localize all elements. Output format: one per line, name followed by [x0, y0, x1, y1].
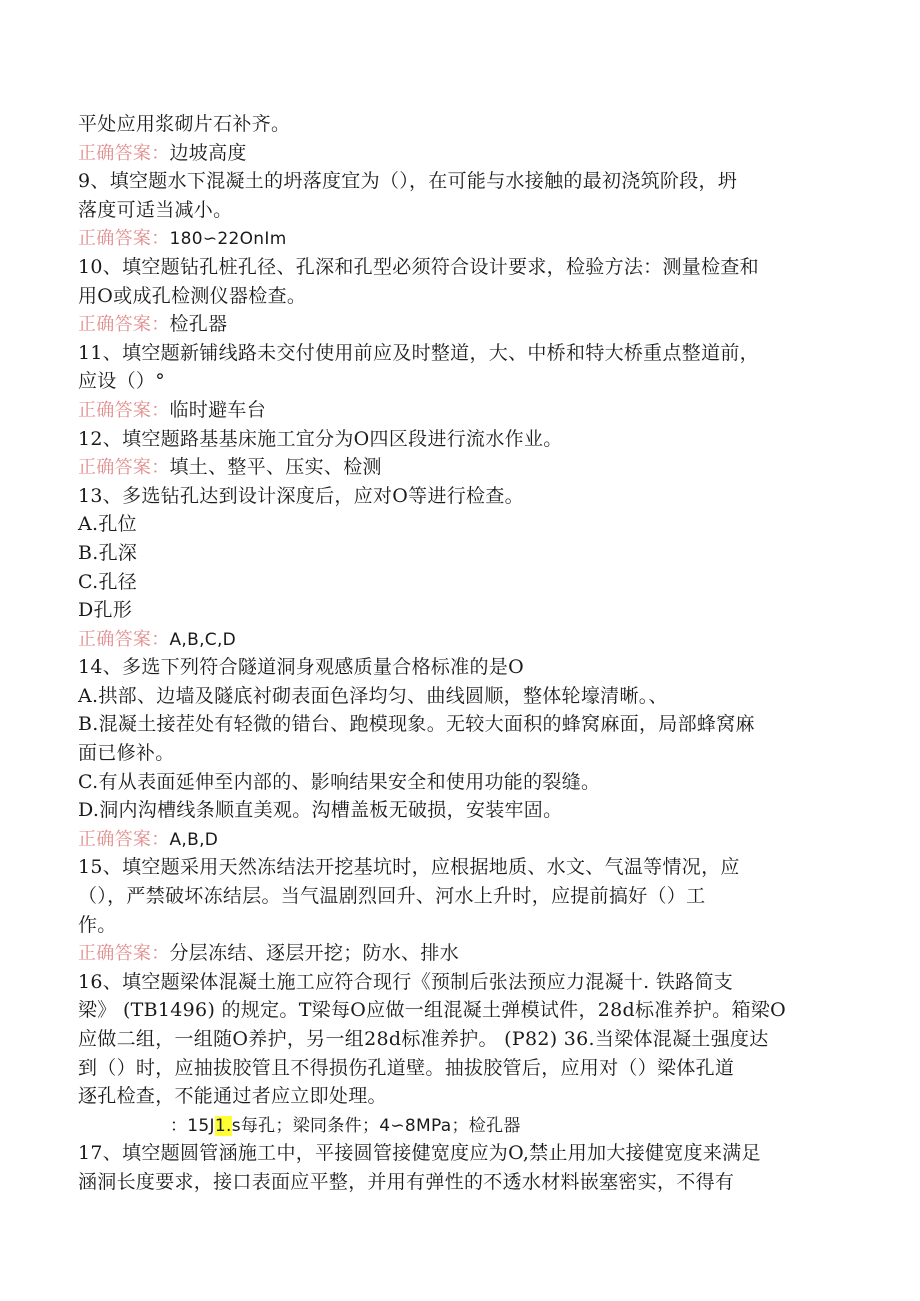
- answer-10: [78, 310, 848, 339]
- answer-label: 正确答案：: [78, 828, 170, 850]
- answer-label: 正确答案：: [78, 142, 170, 164]
- option-13-c: C.孔径: [78, 570, 138, 593]
- option-14-b-line-2: 面已修补。: [78, 742, 175, 765]
- question-15-line-3: 作。: [78, 913, 117, 936]
- answer-label: 正确答案：: [78, 457, 170, 479]
- option-13-b: B.孔深: [78, 541, 138, 564]
- answer-12: [78, 453, 848, 482]
- question-12-line-1: 12、填空题路基基床施工宜分为O四区段进行流水作业。: [78, 427, 563, 450]
- answer-11: [78, 396, 848, 425]
- answer-16-rest: s每孔；梁同条件；4∽8MPa；检孔器: [231, 1115, 521, 1136]
- answer-16-prefix: ：15J: [170, 1115, 215, 1136]
- answer-label: 正确答案：: [78, 399, 170, 421]
- answer-16-highlight: 1.: [214, 1115, 232, 1136]
- answer-value: 边坡高度: [169, 141, 247, 164]
- answer-label: 正确答案：: [78, 314, 170, 336]
- option-14-d: D.洞内沟槽线条顺直美观。沟槽盖板无破损，安装牢固。: [78, 799, 563, 822]
- answer-value: A,B,C,D: [169, 629, 237, 650]
- question-16-line-2: 梁》 (TB1496) 的规定。T梁每O应做一组混凝土弹模试件，28d标准养护。箱梁O: [78, 999, 786, 1022]
- answer-value: 临时避车台: [169, 398, 267, 421]
- answer-13: [78, 625, 848, 654]
- answer-value: 检孔器: [169, 313, 228, 336]
- answer-value: 180∽22OnIm: [169, 229, 287, 250]
- document-page: [78, 110, 848, 1197]
- answer-value: 分层冻结、逐层开挖；防水、排水: [169, 942, 460, 965]
- question-16-line-1: 16、填空题梁体混凝土施工应符合现行《预制后张法预应力混凝十. 铁路简支: [78, 970, 734, 993]
- question-11-line-1: 11、填空题新铺线路未交付使用前应及时整道，大、中桥和特大桥重点整道前，: [78, 341, 759, 364]
- question-17-line-2: 涵洞长度要求，接口表面应平整，并用有弹性的不透水材料嵌塞密实，不得有: [78, 1170, 735, 1193]
- answer-label: 正确答案：: [78, 228, 170, 250]
- question-15-line-1: 15、填空题采用天然冻结法开挖基坑时，应根据地质、水文、气温等情况，应: [78, 856, 740, 879]
- option-13-d: D孔形: [78, 599, 133, 622]
- question-15-line-2: （），严禁破坏冻结层。当气温剧烈回升、河水上升时，应提前搞好（）工: [78, 885, 706, 908]
- question-9-line-1: 9、填空题水下混凝土的坍落度宜为（），在可能与水接触的最初浇筑阶段，坍: [78, 170, 738, 193]
- question-17-line-1: 17、填空题圆管涵施工中，平接圆管接健宽度应为O,禁止用加大接健宽度来满足: [78, 1142, 761, 1165]
- answer-9: [78, 224, 848, 253]
- option-14-b-line-1: B.混凝土接茬处有轻微的错台、跑模现象。无较大面积的蜂窝麻面，局部蜂窝麻: [78, 713, 755, 736]
- question-13-line-1: 13、多选钻孔达到设计深度后，应对O等进行检查。: [78, 484, 524, 507]
- answer-14: [78, 825, 848, 854]
- answer-label: 正确答案：: [78, 628, 170, 650]
- question-16-line-5: 逐孔检查，不能通过者应立即处理。: [78, 1085, 387, 1108]
- question-11-line-2: 应设（）°: [78, 370, 166, 393]
- answer-16: [78, 1111, 848, 1140]
- answer-value: A,B,D: [169, 829, 219, 850]
- question-10-line-2: 用O或成孔检测仪器检查。: [78, 284, 307, 307]
- answer-value: 填土、整平、压实、检测: [169, 456, 382, 479]
- option-14-a: A.拱部、边墙及隧底衬砌表面色泽均匀、曲线圆顺，整体轮壕清晰。、: [78, 684, 668, 707]
- question-8-tail: 平处应用浆砌片石补齐。: [78, 113, 291, 135]
- question-16-line-4: 到（）时，应抽拔胶管且不得损伤孔道壁。抽拔胶管后，应用对（）梁体孔道: [78, 1056, 735, 1079]
- question-14-line-1: 14、多选下列符合隧道洞身观感质量合格标准的是O: [78, 656, 524, 679]
- question-10-line-1: 10、填空题钻孔桩孔径、孔深和孔型必须符合设计要求，检验方法：测量检查和: [78, 255, 759, 278]
- answer-15: [78, 939, 848, 968]
- answer-label: 正确答案：: [78, 943, 170, 965]
- question-9-line-2: 落度可适当减小。: [78, 198, 233, 221]
- answer-8: [78, 139, 848, 168]
- question-16-line-3: 应做二组，一组随O养护，另一组28d标准养护。 (P82) 36.当梁体混凝土强度达: [78, 1028, 769, 1050]
- option-14-c: C.有从表面延伸至内部的、影响结果安全和使用功能的裂缝。: [78, 770, 601, 793]
- option-13-a: A.孔位: [78, 513, 137, 536]
